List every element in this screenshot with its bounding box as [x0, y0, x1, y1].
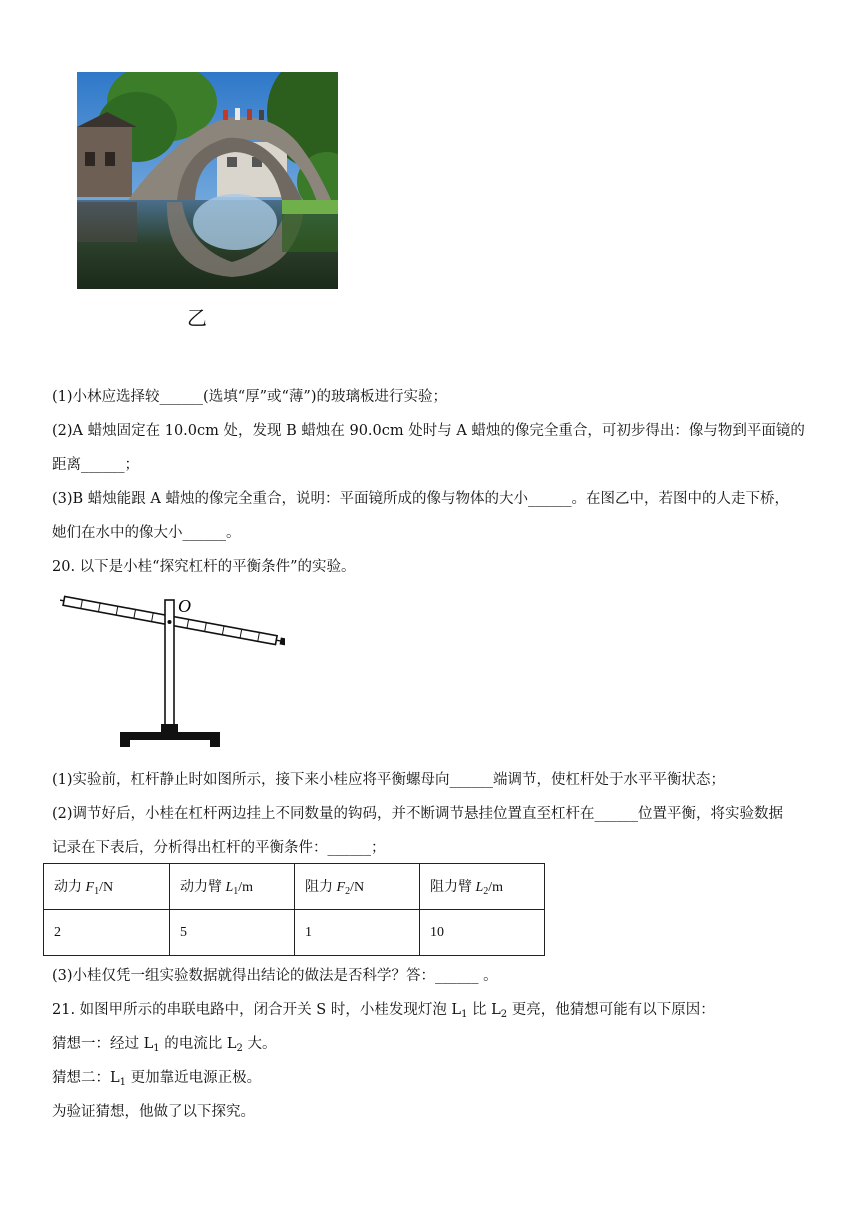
q21-guess2: 猜想二：$L_1$ 更加靠近电源正极。: [52, 1070, 262, 1088]
q19-part1: (1)小林应选择较______(选填“厚”或“薄”)的玻璃板进行实验；: [52, 389, 448, 405]
q20-part2-line1: (2)调节好后，小桂在杠杆两边挂上不同数量的钩码，并不断调节悬挂位置直至杠杆在______位置平衡，将实验数据: [52, 806, 784, 822]
q20-part2-line2: 记录在下表后，分析得出杠杆的平衡条件：______；: [52, 840, 386, 856]
q20-part1: (1)实验前，杠杆静止时如图所示，接下来小桂应将平衡螺母向______端调节，使杠杆处于水平平衡状态；: [52, 772, 726, 788]
q19-part2-line2: 距离______；: [52, 457, 139, 473]
lever-data-table: [43, 863, 545, 956]
bridge-photo: [77, 72, 338, 289]
q19-part3-line2: 她们在水中的像大小______。: [52, 525, 241, 541]
q19-part2-line1: (2)A 蜡烛固定在 10.0cm 处，发现 B 蜡烛在 90.0cm 处时与 A 蜡烛的像完全重合，可初步得出：像与物到平面镜的: [52, 423, 805, 439]
figure-caption-yi: 乙: [187, 306, 207, 330]
table-row: [44, 910, 545, 956]
header-resistance-arm: 阻力臂 $L_2/m$: [420, 864, 545, 910]
lever-diagram: [60, 592, 285, 752]
q21-guess1: 猜想一：经过 $L_1$ 的电流比 $L_2$ 大。: [52, 1036, 277, 1054]
q20-title: 20. 以下是小桂“探究杠杆的平衡条件”的实验。: [52, 559, 356, 575]
q21-title: 21. 如图甲所示的串联电路中，闭合开关 S 时，小桂发现灯泡 $L_1$ 比 $L_2$ 更亮，他猜想可能有以下原因：: [52, 1002, 715, 1020]
q19-part3-line1: (3)B 蜡烛能跟 A 蜡烛的像完全重合，说明：平面镜所成的像与物体的大小______。在图乙中，若图中的人走下桥，: [52, 491, 789, 507]
q21-intro: 为验证猜想，他做了以下探究。: [52, 1104, 255, 1120]
table-cell: 2: [44, 910, 170, 956]
table-cell: 5: [170, 910, 295, 956]
table-header-row: [44, 864, 545, 910]
pivot-label: O: [178, 596, 191, 616]
table-cell: 10: [420, 910, 545, 956]
header-effort-force: 动力 $F_1/N$: [44, 864, 170, 910]
q20-part3: (3)小桂仅凭一组实验数据就得出结论的做法是否科学？答：______ 。: [52, 968, 498, 984]
header-resistance-force: 阻力 $F_2/N$: [295, 864, 420, 910]
header-effort-arm: 动力臂 $L_1/m$: [170, 864, 295, 910]
table-cell: 1: [295, 910, 420, 956]
